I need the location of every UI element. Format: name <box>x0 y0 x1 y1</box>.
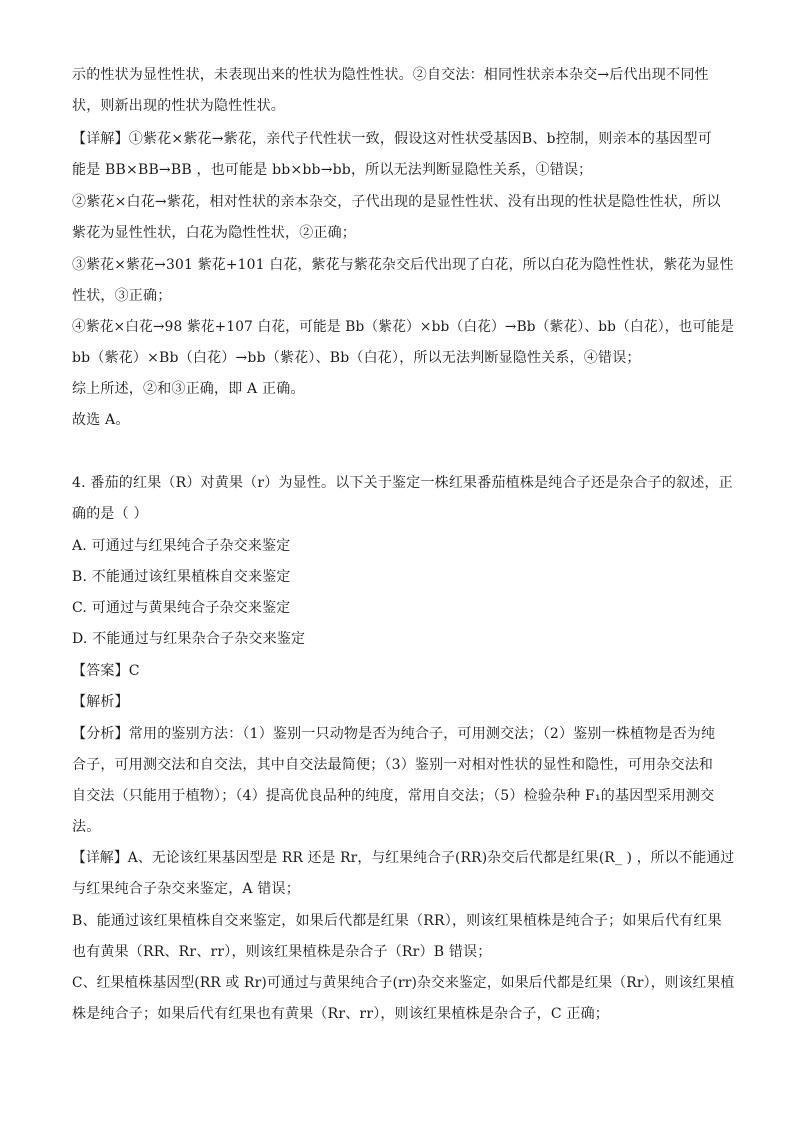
option-c: C. 可通过与黄果纯合子杂交来鉴定 <box>72 600 291 616</box>
text-line: 能是 BB×BB→BB ，也可能是 bb×bb→bb，所以无法判断显隐性关系，①错误； <box>72 162 593 178</box>
text-line: 【分析】常用的鉴别方法：（1）鉴别一只动物是否为纯合子，可用测交法；（2）鉴别一株植物是否为纯 <box>72 726 716 742</box>
text-line: 株是纯合子；如果后代有红果也有黄果（Rr、rr），则该红果植株是杂合子，C 正确； <box>72 1006 609 1022</box>
text-line: ④紫花×白花→98 紫花+107 白花，可能是 Bb（紫花）×bb（白花）→Bb（紫花）、bb（白花），也可能是 <box>72 319 735 335</box>
text-line: ③紫花×紫花→301 紫花+101 白花，紫花与紫花杂交后代出现了白花，所以白花为隐性性状，紫花为显性 <box>72 257 734 273</box>
question-stem: 4. 番茄的红果（R）对黄果（r）为显性。以下关于鉴定一株红果番茄植株是纯合子还是杂合子的叙述，正 <box>72 475 733 491</box>
text-line: 示的性状为显性性状，未表现出来的性状为隐性性状。②自交法：相同性状亲本杂交→后代出现不同性 <box>72 67 709 83</box>
text-line: 紫花为显性性状，白花为隐性性状，②正确； <box>72 225 356 241</box>
text-line: 【详解】①紫花×紫花→紫花，亲代子代性状一致，假设这对性状受基因B、b控制，则亲本的基因型可 <box>72 131 712 147</box>
text-line: 综上所述，②和③正确，即 A 正确。 <box>72 381 305 397</box>
text-line: C、红果植株基因型(RR 或 Rr)可通过与黄果纯合子(rr)杂交来鉴定，如果后代都是红果（Rr），则该红果植 <box>72 975 735 991</box>
text-line: 法。 <box>72 819 101 835</box>
option-b: B. 不能通过该红果植株自交来鉴定 <box>72 569 291 585</box>
text-line: B、能通过该红果植株自交来鉴定，如果后代都是红果（RR），则该红果植株是纯合子；如果后代有红果 <box>72 913 722 929</box>
text-line: 故选 A。 <box>72 412 130 428</box>
option-d: D. 不能通过与红果杂合子杂交来鉴定 <box>72 631 306 647</box>
question-stem: 确的是（ ） <box>72 506 148 522</box>
text-line: 性状，③正确； <box>72 288 172 304</box>
text-line: 状，则新出现的性状为隐性性状。 <box>72 98 285 114</box>
text-line: bb（紫花）×Bb（白花）→bb（紫花）、Bb（白花），所以无法判断显隐性关系，④错误； <box>72 350 641 366</box>
text-line: 自交法（只能用于植物）；（4）提高优良品种的纯度，常用自交法；（5）检验杂种 F₁的基因型采用测交 <box>72 788 715 804</box>
text-line: 【详解】A、无论该红果基因型是 RR 还是 Rr，与红果纯合子(RR)杂交后代都是红果(R_ ) ，所以不能通过 <box>72 850 735 866</box>
text-line: 也有黄果（RR、Rr、rr），则该红果植株是杂合子（Rr）B 错误； <box>72 944 492 960</box>
analysis-label: 【解析】 <box>72 694 129 710</box>
option-a: A. 可通过与红果纯合子杂交来鉴定 <box>72 538 291 554</box>
text-line: 与红果纯合子杂交来鉴定，A 错误； <box>72 881 300 897</box>
text-line: ②紫花×白花→紫花，相对性状的亲本杂交，子代出现的是显性性状、没有出现的性状是隐性性状，所以 <box>72 194 721 210</box>
answer-label: 【答案】C <box>72 663 140 679</box>
text-line: 合子，可用测交法和自交法，其中自交法最简便；（3）鉴别一对相对性状的显性和隐性，可用杂交法和 <box>72 757 714 773</box>
